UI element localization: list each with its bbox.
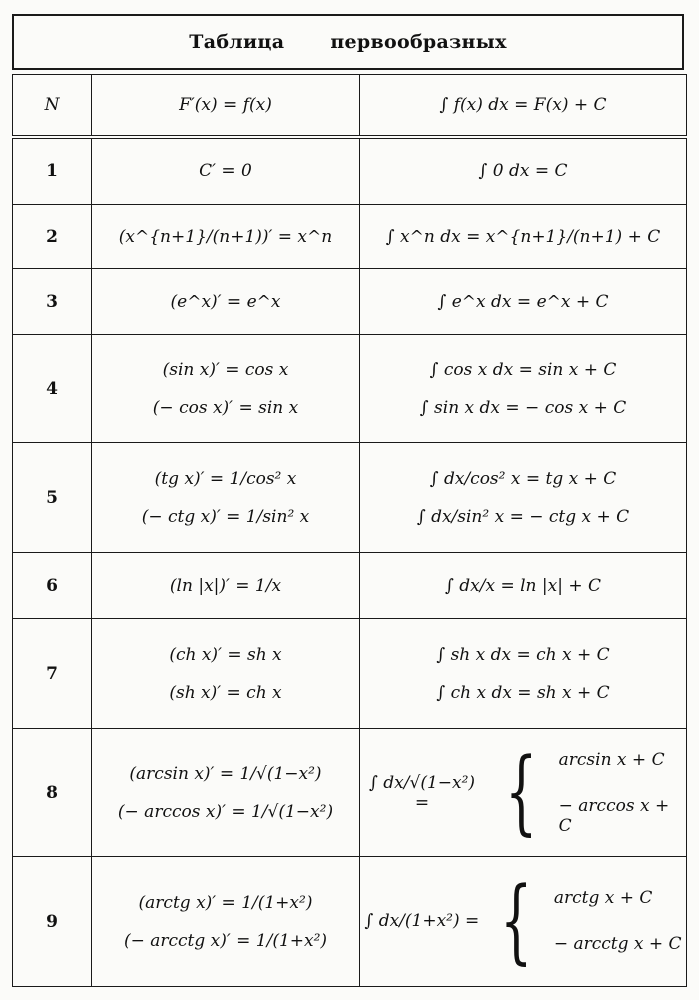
row-number (13, 137, 92, 205)
integral-cell (360, 619, 687, 729)
header-derivative (92, 75, 360, 137)
formula: (− arcctg x)′ = 1/(1+x²) (123, 930, 328, 951)
row-number-text: 6 (46, 575, 58, 596)
formula: (e^x)′ = e^x (170, 291, 281, 312)
table-title-box (12, 14, 684, 70)
row-number-text: 1 (46, 161, 58, 182)
formula: ∫ dx/cos² x = tg x + C (429, 468, 617, 489)
table-row (13, 335, 687, 443)
derivative-cell (92, 443, 360, 553)
table-row (13, 137, 687, 205)
formula: arctg x + C (553, 888, 653, 909)
header-n-text: N (44, 94, 60, 115)
piecewise-formula (360, 738, 686, 846)
header-integral-text: ∫ f(x) dx = F(x) + C (439, 94, 607, 115)
antiderivative-table (12, 74, 687, 987)
formula: (ch x)′ = sh x (169, 644, 282, 665)
formula: (sh x)′ = ch x (169, 682, 282, 703)
integral-cell (360, 205, 687, 269)
title-word-1: Таблица (189, 31, 285, 53)
curly-brace-icon: { (500, 867, 533, 975)
integral-cell (360, 729, 687, 857)
table-row (13, 619, 687, 729)
table-row (13, 857, 687, 987)
formula: ∫ e^x dx = e^x + C (437, 291, 609, 312)
formula: ∫ 0 dx = C (478, 161, 568, 182)
row-number-text: 8 (46, 782, 58, 803)
row-number-text: 2 (46, 226, 58, 247)
formula: ∫ sh x dx = ch x + C (436, 644, 610, 665)
derivative-cell (92, 729, 360, 857)
derivative-cell (92, 857, 360, 987)
brace-options (554, 888, 682, 954)
header-derivative-text: F′(x) = f(x) (179, 94, 272, 115)
formula: (arcsin x)′ = 1/√(1−x²) (129, 763, 322, 784)
formula: ∫ dx/sin² x = − ctg x + C (416, 506, 630, 527)
formula: (tg x)′ = 1/cos² x (154, 468, 297, 489)
row-number (13, 729, 92, 857)
table-row (13, 205, 687, 269)
row-number (13, 269, 92, 335)
formula: (− cos x)′ = sin x (152, 397, 299, 418)
row-number (13, 443, 92, 553)
integral-cell (360, 553, 687, 619)
title-word-2: первообразных (330, 31, 507, 53)
formula: C′ = 0 (199, 161, 252, 182)
integral-lhs: ∫ dx/(1+x²) = (364, 911, 480, 932)
derivative-cell (92, 269, 360, 335)
derivative-cell (92, 553, 360, 619)
header-integral (360, 75, 687, 137)
formula: arcsin x + C (558, 749, 665, 770)
derivative-cell (92, 335, 360, 443)
formula: ∫ sin x dx = − cos x + C (419, 397, 627, 418)
formula: ∫ ch x dx = sh x + C (436, 682, 610, 703)
table-row (13, 269, 687, 335)
formula: (x^{n+1}/(n+1))′ = x^n (118, 226, 333, 247)
integral-cell (360, 335, 687, 443)
brace-options (559, 750, 686, 836)
formula: (arctg x)′ = 1/(1+x²) (138, 892, 313, 913)
row-number-text: 4 (46, 378, 58, 399)
row-number (13, 335, 92, 443)
integral-cell (360, 443, 687, 553)
integral-lhs: ∫ dx/√(1−x²) = (369, 772, 476, 813)
formula: ∫ x^n dx = x^{n+1}/(n+1) + C (385, 226, 661, 247)
row-number (13, 857, 92, 987)
formula: (ln |x|)′ = 1/x (169, 575, 282, 596)
formula: (− arccos x)′ = 1/√(1−x²) (117, 801, 334, 822)
row-number (13, 619, 92, 729)
row-number-text: 7 (46, 663, 58, 684)
formula: − arccos x + C (558, 795, 670, 836)
formula: (sin x)′ = cos x (162, 359, 289, 380)
formula: − arcctg x + C (553, 934, 682, 955)
row-number (13, 205, 92, 269)
formula: ∫ dx/x = ln |x| + C (445, 575, 601, 596)
derivative-cell (92, 205, 360, 269)
table-row (13, 443, 687, 553)
integral-cell (360, 857, 687, 987)
integral-cell (360, 137, 687, 205)
row-number (13, 553, 92, 619)
piecewise-formula (360, 867, 686, 975)
formula: ∫ cos x dx = sin x + C (429, 359, 617, 380)
derivative-cell (92, 619, 360, 729)
table-row (13, 729, 687, 857)
table-row (13, 553, 687, 619)
formula: (− ctg x)′ = 1/sin² x (141, 506, 310, 527)
header-row (13, 75, 687, 137)
row-number-text: 3 (46, 291, 58, 312)
curly-brace-icon: { (505, 738, 538, 846)
derivative-cell (92, 137, 360, 205)
row-number-text: 9 (46, 911, 58, 932)
header-n (13, 75, 92, 137)
integral-cell (360, 269, 687, 335)
row-number-text: 5 (46, 487, 58, 508)
